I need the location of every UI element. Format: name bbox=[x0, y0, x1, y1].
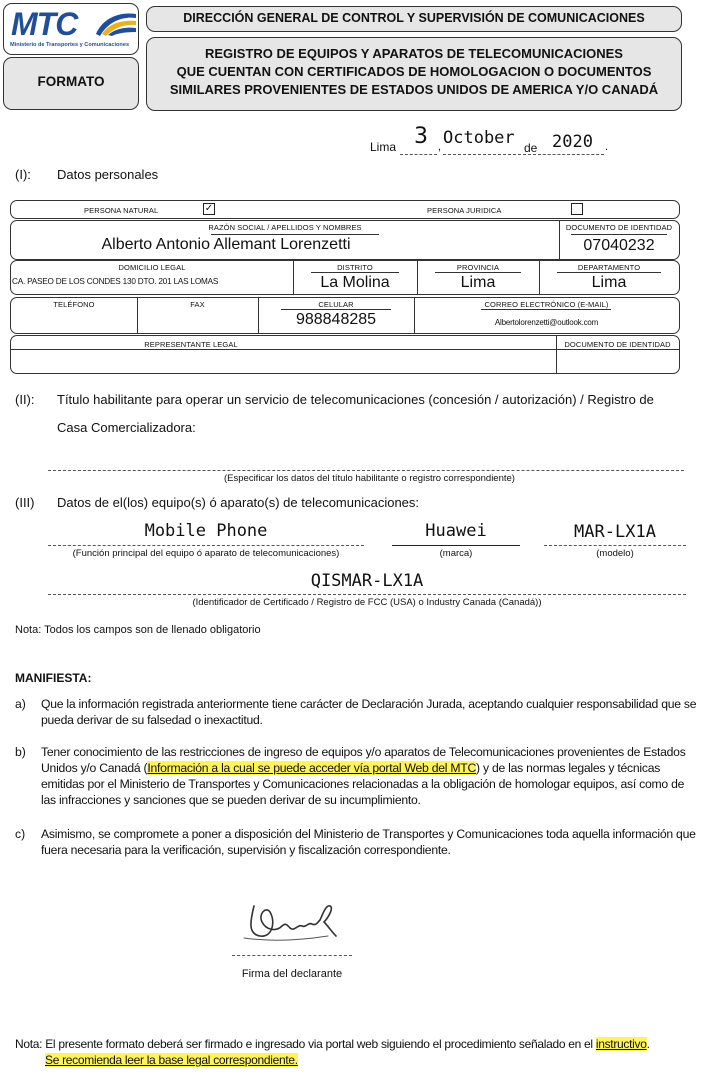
function-caption: (Función principal del equipo ó aparato de telecomunicaciones) bbox=[72, 548, 340, 559]
mtc-portal-link[interactable]: Información a la cual se puede acceder vía portal Web del MTC bbox=[147, 761, 477, 775]
razon-social-label: RAZÓN SOCIAL / APELLIDOS Y NOMBRES bbox=[208, 223, 362, 232]
domicilio-value: CA. PASEO DE LOS CONDES 130 DTO. 201 LAS LOMAS bbox=[12, 277, 219, 286]
item-c-line2: fuera necesaria para la verificación, supervisión y fiscalización correspondiente. bbox=[41, 843, 451, 857]
signature-field[interactable] bbox=[232, 955, 352, 956]
marca-field[interactable] bbox=[392, 545, 520, 546]
provincia-label: PROVINCIA bbox=[456, 263, 500, 272]
registry-title-box bbox=[146, 37, 682, 111]
logo-text: MTC bbox=[11, 6, 78, 42]
section2-number: (II): bbox=[15, 392, 35, 407]
function-field[interactable] bbox=[48, 545, 364, 546]
departamento-label: DEPARTAMENTO bbox=[577, 263, 641, 272]
function-value: Mobile Phone bbox=[144, 521, 268, 541]
provincia-value: Lima bbox=[460, 274, 496, 291]
date-de: de bbox=[524, 141, 538, 155]
item-c-label: c) bbox=[15, 827, 26, 841]
correo-label: CORREO ELECTRÓNICO (E-MAIL) bbox=[484, 300, 609, 309]
item-b-line2 bbox=[41, 760, 660, 776]
logo-subtext: Ministerio de Transportes y Comunicaciones bbox=[10, 42, 130, 48]
item-b-line1: Tener conocimiento de las restricciones de ingreso de equipos y/o aparatos de Telecomunicaciones provenientes de Estados bbox=[41, 745, 686, 759]
item-b-line3: emitidas por el Ministerio de Transportes y Comunicaciones relacionadas a la obligación de homologar equipos, así como de bbox=[41, 777, 685, 791]
base-legal-link[interactable]: Se recomienda leer la base legal correspondiente. bbox=[45, 1053, 298, 1067]
registry-line-2: QUE CUENTAN CON CERTIFICADOS DE HOMOLOGACION O DOCUMENTOS bbox=[176, 64, 652, 79]
section2-text-line1: Título habilitante para operar un servicio de telecomunicaciones (concesión / autorización) / Registro de bbox=[57, 392, 654, 407]
section2-text-line2: Casa Comercializadora: bbox=[57, 420, 196, 435]
fax-label: FAX bbox=[190, 300, 205, 309]
representante-row bbox=[10, 335, 680, 374]
item-b-label: b) bbox=[15, 745, 26, 759]
section3-title: Datos de el(los) equipo(s) ó aparato(s) de telecomunicaciones: bbox=[57, 495, 420, 510]
item-b-line4: las infracciones y sanciones que se pueden derivar de su incumplimiento. bbox=[41, 793, 421, 807]
date-city: Lima bbox=[370, 140, 397, 154]
direction-title: DIRECCIÓN GENERAL DE CONTROL Y SUPERVISIÓN DE COMUNICACIONES bbox=[183, 11, 645, 25]
direction-title-box bbox=[146, 6, 682, 32]
rep-doc-label: DOCUMENTO DE IDENTIDAD bbox=[564, 340, 671, 349]
persona-juridica-checkbox[interactable] bbox=[571, 203, 583, 215]
marca-caption: (marca) bbox=[439, 548, 473, 559]
check-icon: ✓ bbox=[204, 203, 214, 214]
distrito-value: La Molina bbox=[320, 274, 390, 291]
item-a-line2: pueda derivar de su falsedad o inexactitud. bbox=[41, 713, 263, 727]
persona-natural-checkbox[interactable] bbox=[203, 203, 215, 215]
section2-caption: (Especificar los datos del título habilitante o registro correspondiente) bbox=[224, 473, 515, 484]
item-b-line2-post: ) y de las normas legales y técnicas bbox=[476, 761, 661, 775]
signature-icon bbox=[232, 892, 352, 952]
section2-field[interactable] bbox=[48, 470, 684, 471]
marca-value: Huawei bbox=[425, 521, 487, 541]
signature-caption: Firma del declarante bbox=[241, 968, 343, 980]
doc-identidad-value: 07040232 bbox=[583, 237, 655, 254]
section1-title: Datos personales bbox=[57, 167, 159, 182]
instructivo-link[interactable]: instructivo bbox=[595, 1037, 647, 1051]
item-b-line2-pre: Unidos y/o Canadá ( bbox=[41, 761, 148, 775]
logo-box bbox=[3, 3, 139, 55]
nota-final-post: . bbox=[646, 1037, 650, 1051]
celular-label: CELULAR bbox=[318, 300, 354, 309]
section1-number: (I): bbox=[15, 167, 31, 182]
registry-line-1: REGISTRO DE EQUIPOS Y APARATOS DE TELECOMUNICACIONES bbox=[205, 46, 623, 61]
date-month: October bbox=[443, 128, 515, 148]
persona-juridica-label: PERSONA JURIDICA bbox=[427, 206, 502, 215]
representante-label: REPRESENTANTE LEGAL bbox=[144, 340, 238, 349]
modelo-field[interactable] bbox=[544, 545, 686, 546]
date-year: 2020 bbox=[552, 132, 593, 152]
item-a-label: a) bbox=[15, 697, 26, 711]
persona-row bbox=[10, 200, 680, 219]
telefono-label: TELÉFONO bbox=[53, 300, 95, 309]
cert-caption: (Identificador de Certificado / Registro de FCC (USA) o Industry Canada (Canadá)) bbox=[192, 597, 542, 608]
manifiesta-title: MANIFIESTA: bbox=[15, 671, 92, 685]
correo-value: Albertolorenzetti@outlook.com bbox=[494, 318, 599, 327]
contact-row bbox=[10, 297, 680, 334]
departamento-value: Lima bbox=[591, 274, 627, 291]
date-day: 3 bbox=[414, 124, 428, 149]
distrito-label: DISTRITO bbox=[337, 263, 373, 272]
domicilio-label: DOMICILIO LEGAL bbox=[118, 263, 186, 272]
nota-final-line1 bbox=[15, 1037, 650, 1051]
modelo-caption: (modelo) bbox=[596, 548, 634, 559]
modelo-value: MAR-LX1A bbox=[574, 522, 656, 542]
nota-final-pre: Nota: El presente formato deberá ser firmado e ingresado via portal web siguiendo el procedimiento señalado en el bbox=[15, 1037, 596, 1051]
cert-field[interactable] bbox=[48, 594, 686, 595]
persona-natural-label: PERSONA NATURAL bbox=[84, 206, 159, 215]
item-a-line1: Que la información registrada anteriormente tiene carácter de Declaración Jurada, aceptando cualquier responsabilidad que se bbox=[41, 697, 697, 711]
razon-social-row bbox=[10, 220, 680, 260]
cert-value: QISMAR-LX1A bbox=[310, 571, 424, 591]
nota-obligatorio: Nota: Todos los campos son de llenado obligatorio bbox=[15, 624, 261, 636]
razon-social-value: Alberto Antonio Allemant Lorenzetti bbox=[101, 236, 351, 253]
section3-number: (III) bbox=[15, 495, 35, 510]
celular-value: 988848285 bbox=[295, 311, 377, 328]
doc-identidad-label: DOCUMENTO DE IDENTIDAD bbox=[565, 223, 673, 232]
formato-label: FORMATO bbox=[37, 74, 105, 89]
formato-box bbox=[3, 57, 139, 110]
registry-line-3: SIMILARES PROVENIENTES DE ESTADOS UNIDOS DE AMERICA Y/O CANADÁ bbox=[169, 82, 659, 97]
item-c-line1: Asimismo, se compromete a poner a disposición del Ministerio de Transportes y Comunicaciones toda aquella información que bbox=[41, 827, 696, 841]
domicilio-row bbox=[10, 260, 680, 295]
